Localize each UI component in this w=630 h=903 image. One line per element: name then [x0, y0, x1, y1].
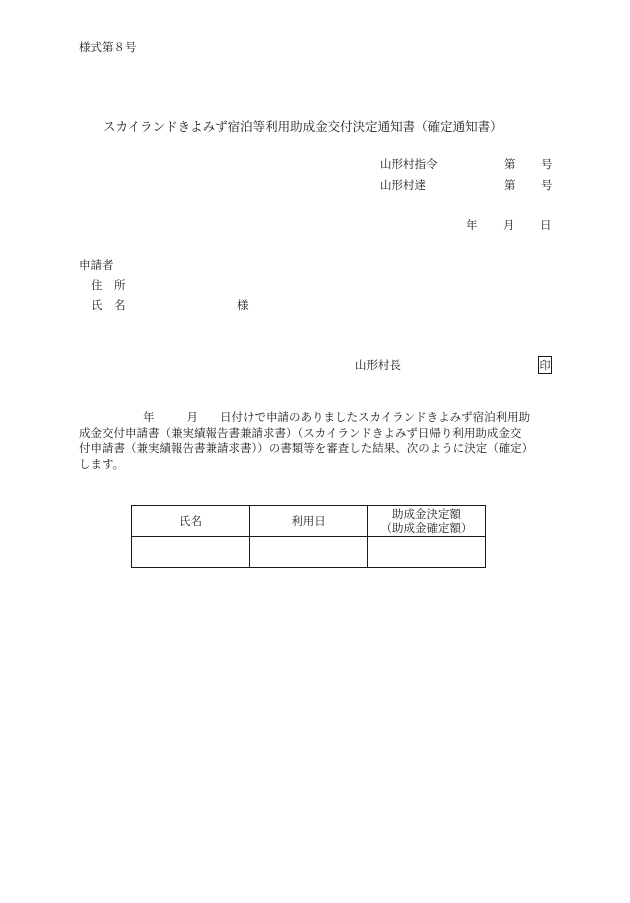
cell-name: [132, 537, 250, 568]
header-amount: [368, 506, 486, 537]
form-number: 様式第８号: [79, 40, 137, 54]
header-usage-date: 利用日: [250, 506, 368, 537]
body-paragraph: [79, 410, 559, 472]
body-line-1-rest: 日付けで申請のありましたスカイランドきよみず宿泊利用助: [220, 410, 531, 424]
date-day: 日: [540, 218, 552, 232]
date-year: 年: [466, 218, 478, 232]
honorific-sama: 様: [237, 298, 249, 312]
reference-go-order: 号: [541, 157, 553, 171]
body-year: 年: [143, 410, 155, 424]
table-header-row: [132, 506, 486, 537]
header-name: 氏名: [132, 506, 250, 537]
reference-dai-order: 第: [504, 157, 516, 171]
applicant-label: 申請者: [79, 258, 114, 272]
reference-prefix-order: 山形村指令: [380, 157, 438, 171]
body-line-1: [79, 410, 559, 426]
date-month: 月: [503, 218, 515, 232]
header-amount-line1: 助成金決定額: [392, 507, 461, 521]
header-amount-line2: （助成金確定額）: [380, 521, 473, 535]
result-table: [131, 505, 486, 568]
reference-go-notice: 号: [541, 178, 553, 192]
body-line-4: します。: [79, 456, 125, 471]
reference-dai-notice: 第: [504, 178, 516, 192]
reference-prefix-notice: 山形村達: [380, 178, 426, 192]
body-line-3: 付申請書（兼実績報告書兼請求書））の書類等を審査した結果、次のように決定（確定）: [79, 441, 534, 455]
body-line-2: 成金交付申請書（兼実績報告書兼請求書）（スカイランドきよみず日帰り利用助成金交: [79, 425, 522, 440]
address-label: 住 所: [91, 278, 126, 292]
seal-mark: 印: [538, 356, 552, 374]
document-title: スカイランドきよみず宿泊等利用助成金交付決定通知書（確定通知書）: [103, 119, 503, 134]
name-label: 氏 名: [91, 298, 126, 312]
table-row: [132, 537, 486, 568]
body-month: 月: [186, 410, 198, 424]
issuer-title: 山形村長: [355, 358, 401, 372]
cell-usage-date: [250, 537, 368, 568]
cell-amount: [368, 537, 486, 568]
